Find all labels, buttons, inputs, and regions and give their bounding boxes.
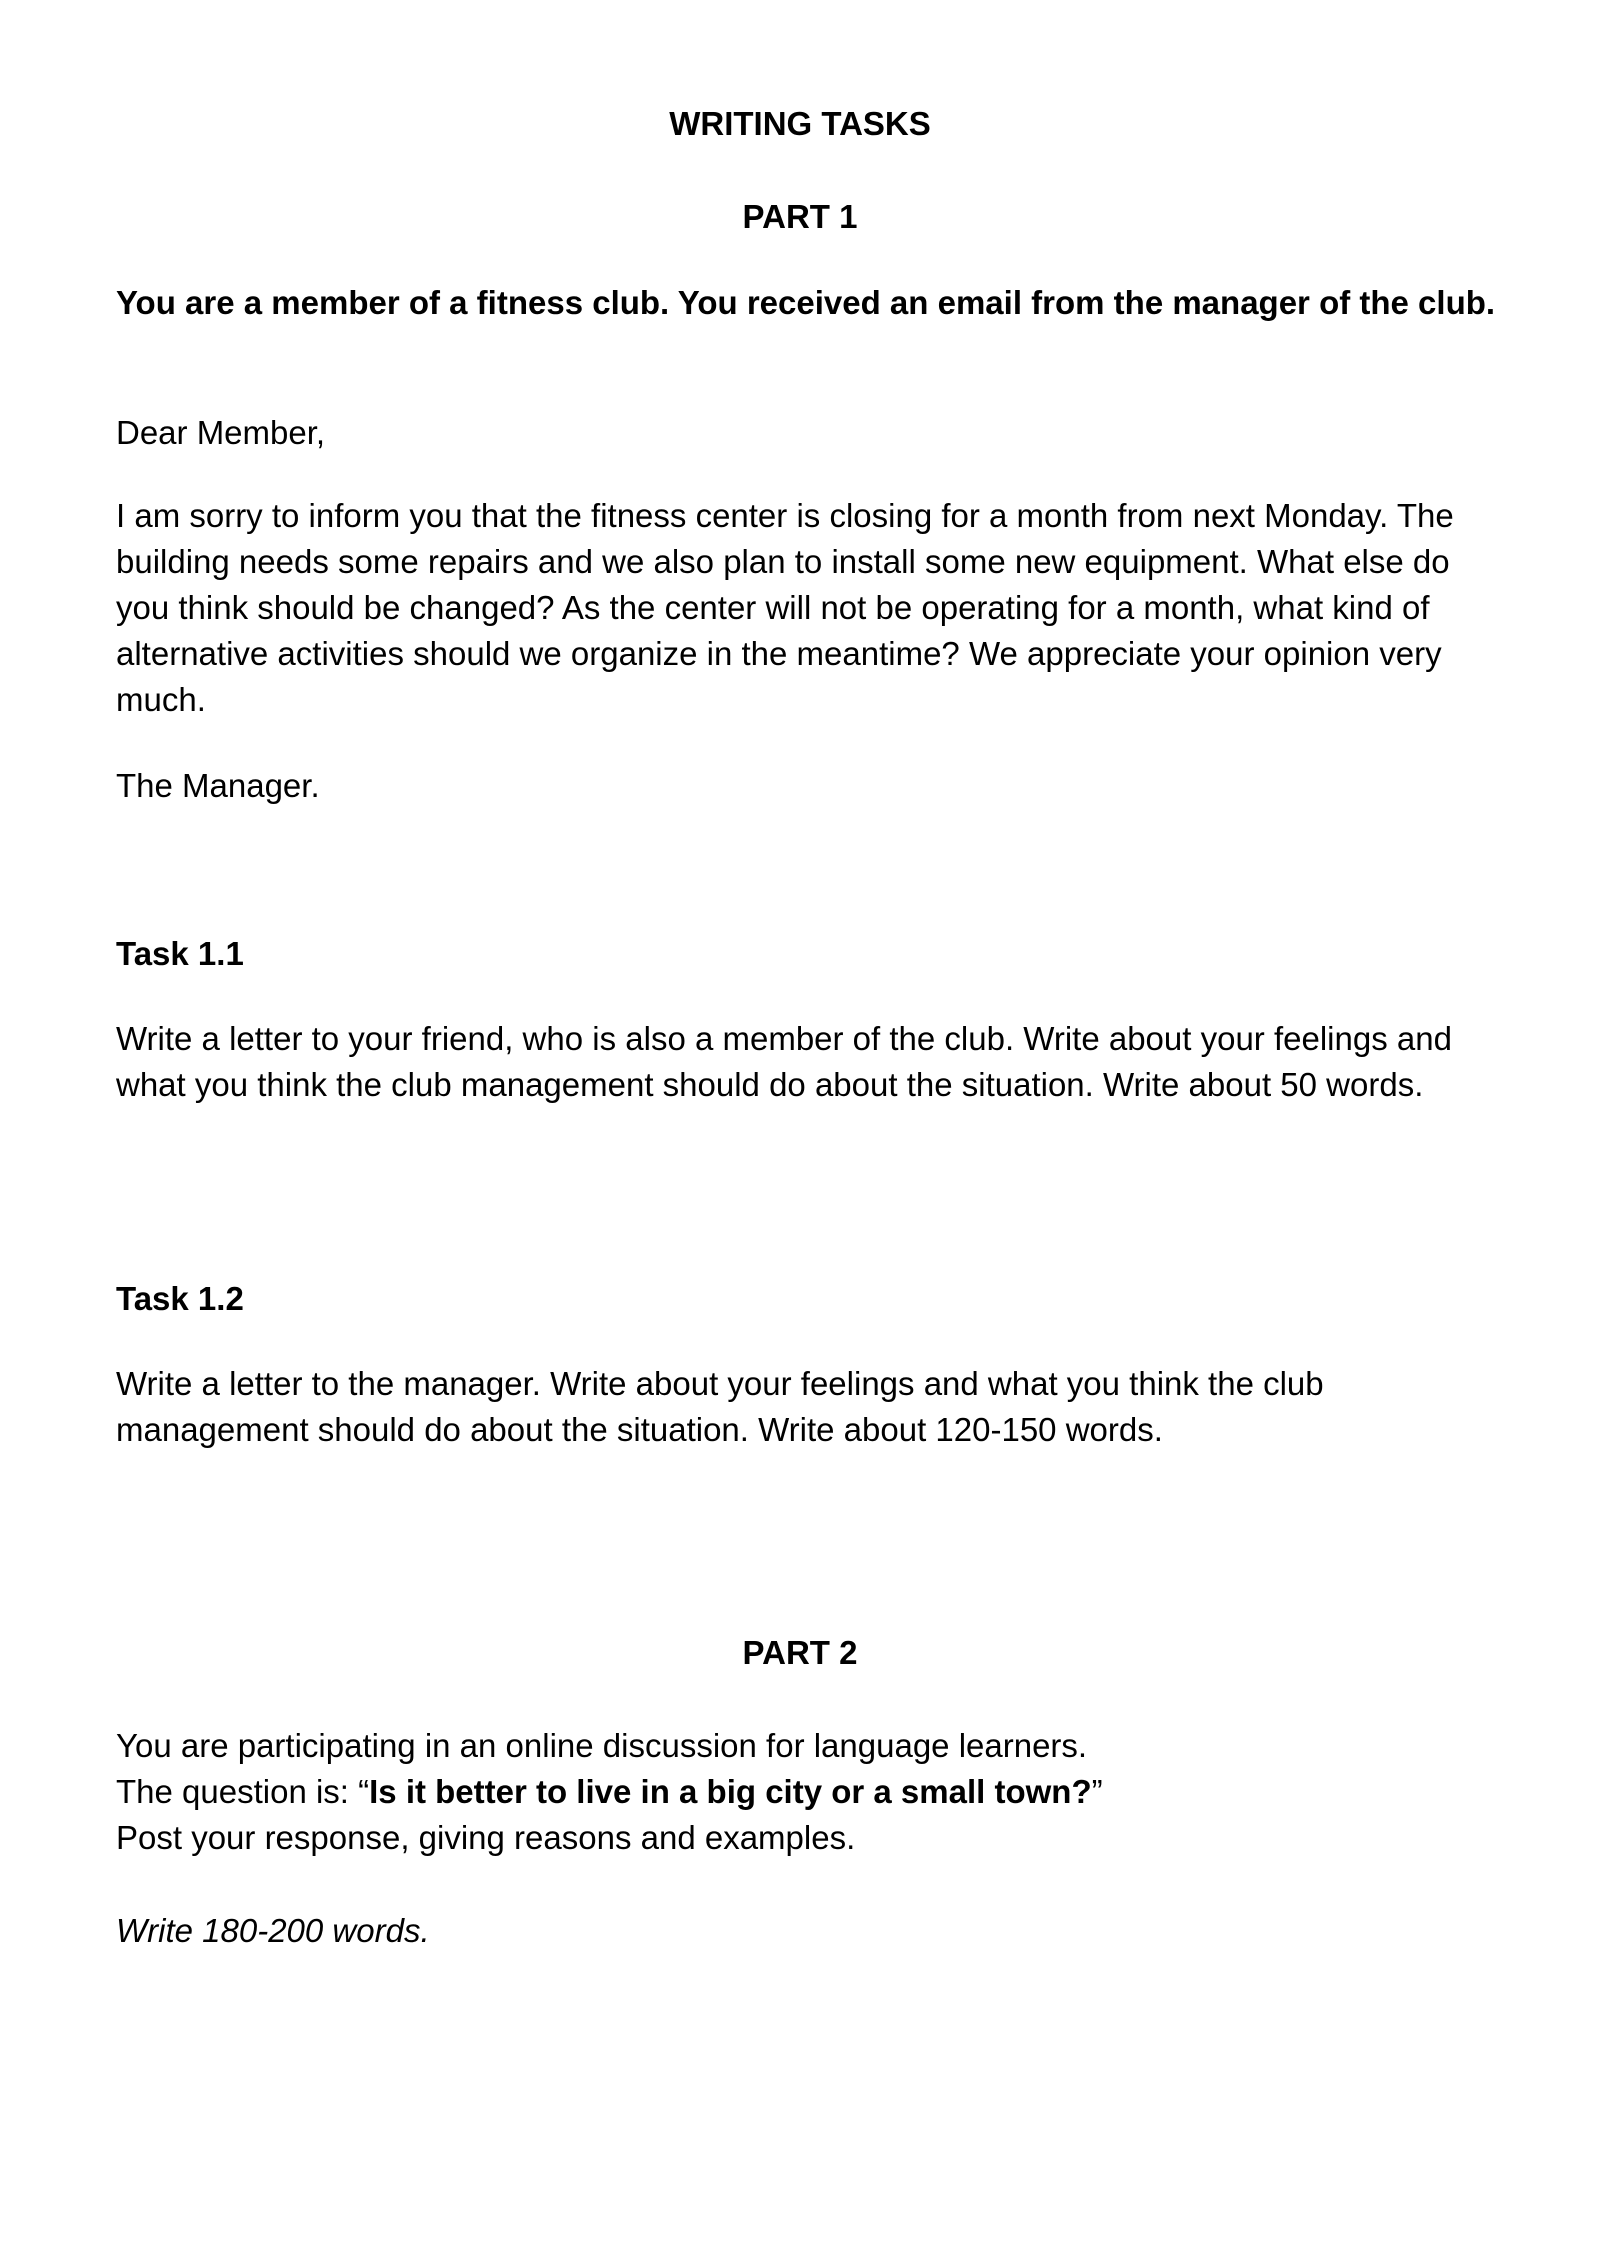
task-1-2-text: Write a letter to the manager. Write about your feelings and what you think the club management should do about the situation. Write about 120-150 words. bbox=[116, 1365, 1324, 1448]
email-body: I am sorry to inform you that the fitness center is closing for a month from next Monday. The building needs some repairs and we also plan to install some new equipment. What else do you think should be changed? As the center will not be operating for a month, what kind of alternative activities should we organize in the meantime? We appreciate your opinion very much. bbox=[116, 497, 1454, 718]
part2-instruction: Post your response, giving reasons and examples. bbox=[116, 1819, 856, 1856]
task-1-1-heading: Task 1.1 bbox=[116, 935, 244, 972]
email-greeting: Dear Member, bbox=[116, 414, 326, 451]
question-suffix: ” bbox=[1091, 1773, 1103, 1810]
question-prefix: The question is: “ bbox=[116, 1773, 370, 1810]
task-1-1-text: Write a letter to your friend, who is also a member of the club. Write about your feelings and what you think the club management should do about the situation. Write about 50 words. bbox=[116, 1020, 1452, 1103]
part1-intro: You are a member of a fitness club. You received an email from the manager of the club. bbox=[116, 284, 1496, 321]
task-1-2-heading: Task 1.2 bbox=[116, 1280, 244, 1317]
part2-context: You are participating in an online discussion for language learners. bbox=[116, 1727, 1088, 1764]
discussion-question: Is it better to live in a big city or a small town? bbox=[369, 1773, 1092, 1810]
part2-question-line bbox=[116, 1769, 1103, 1815]
page-title: WRITING TASKS bbox=[669, 105, 931, 142]
email-signature: The Manager. bbox=[116, 767, 320, 804]
part1-heading: PART 1 bbox=[742, 198, 858, 235]
part2-word-count: Write 180-200 words. bbox=[116, 1912, 430, 1949]
part2-heading: PART 2 bbox=[742, 1634, 858, 1671]
